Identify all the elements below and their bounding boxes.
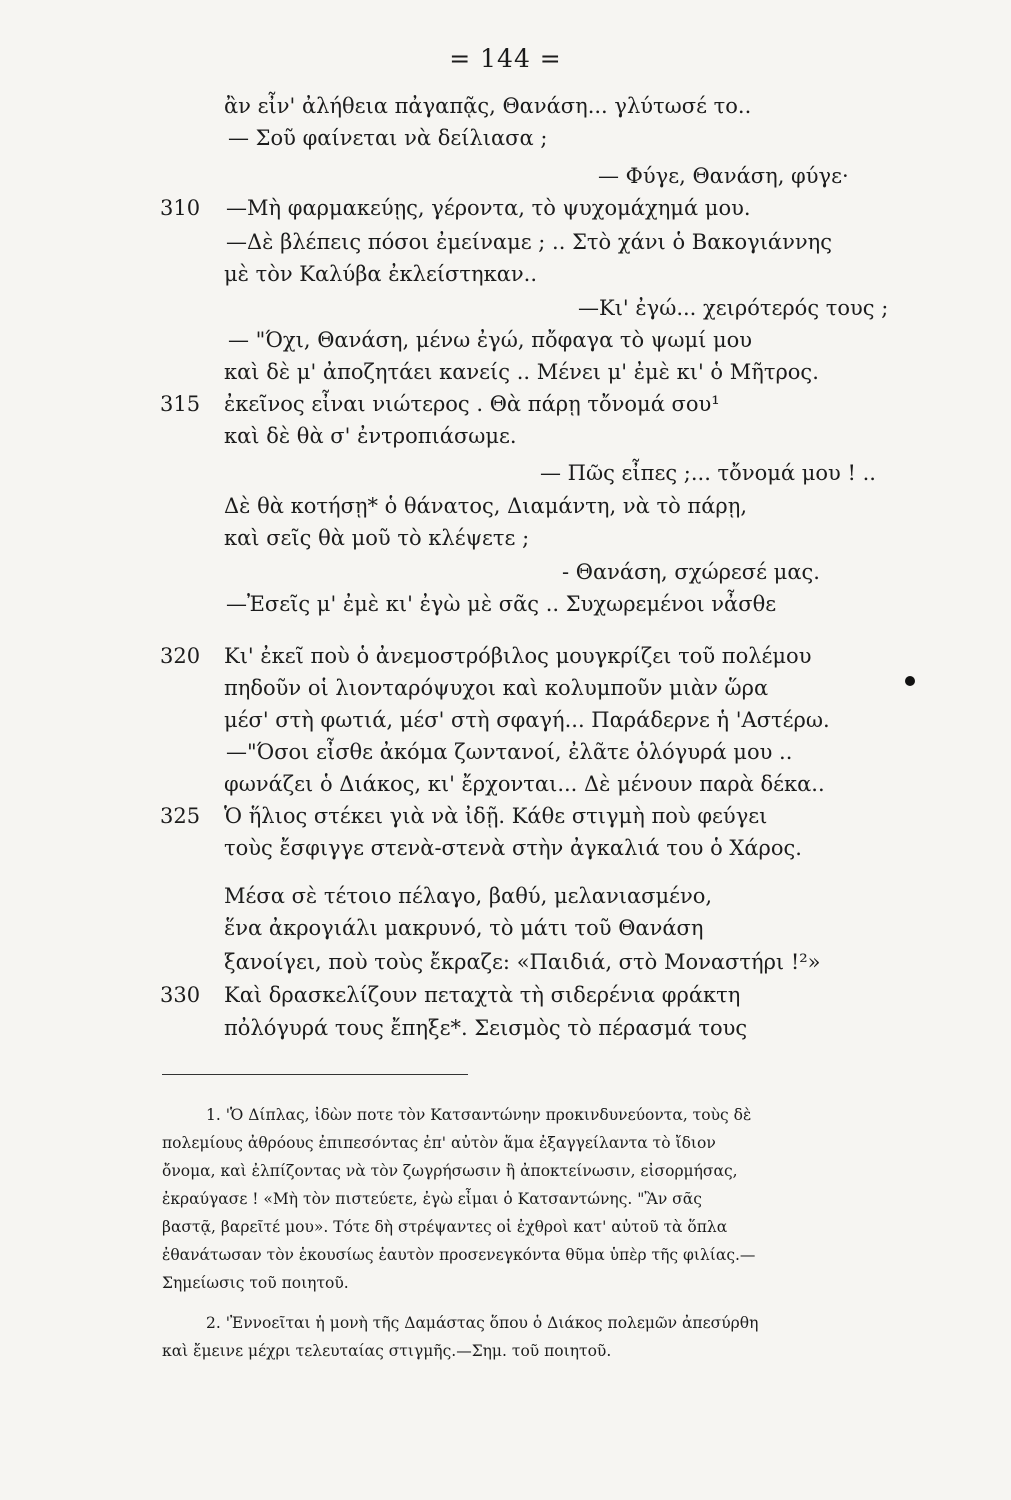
page-number: = 144 = — [449, 44, 562, 73]
poem-line-text: Καὶ δρασκελίζουν πεταχτὰ τὴ σιδερένια φράκτη — [224, 983, 741, 1007]
poem-line-text: —Ἐσεῖς μ' ἐμὲ κι' ἐγὼ μὲ σᾶς .. Συχωρεμένοι νἆσθε — [226, 592, 777, 616]
poem-line-text: - Θανάση, σχώρεσέ μας. — [562, 560, 820, 584]
poem-line-text: μὲ τὸν Καλύβα ἐκλείστηκαν.. — [224, 262, 538, 286]
poem-line-text: πὀλόγυρά τους ἔπηξε*. Σεισμὸς τὸ πέρασμά τους — [224, 1016, 748, 1040]
poem-line-text: ἕνα ἀκρογιάλι μακρυνό, τὸ μάτι τοῦ Θανάση — [224, 916, 704, 940]
poem-line-text: καὶ σεῖς θὰ μοῦ τὸ κλέψετε ; — [224, 526, 530, 550]
poem-line — [0, 357, 1011, 387]
poem-line — [0, 833, 1011, 863]
poem-line — [0, 523, 1011, 553]
footnote-text: Σημείωσις τοῦ ποιητοῦ. — [162, 1274, 349, 1292]
poem-line — [0, 421, 1011, 451]
poem-line-text: Κι' ἐκεῖ ποὺ ὁ ἀνεμοστρόβιλος μουγκρίζει τοῦ πολέμου — [224, 644, 812, 668]
poem-line-text: Δὲ θὰ κοτήσῃ* ὁ θάνατος, Διαμάντη, νὰ τὸ πάρῃ, — [224, 494, 748, 518]
poem-line-text: —"Όσοι εἶσθε ἀκόμα ζωντανοί, ἐλᾶτε ὁλόγυρά μου .. — [226, 740, 793, 764]
footnote-line — [162, 1339, 932, 1363]
poem-line — [0, 458, 1011, 488]
poem-line — [0, 491, 1011, 521]
footnote-text: 1. 'Ὁ Δίπλας, ἰδὼν ποτε τὸν Κατσαντώνην προκινδυνεύοντα, τοὺς δὲ — [206, 1106, 752, 1124]
footnote-text: πολεμίους ἀθρόους ἐπιπεσόντας ἐπ' αὐτὸν ἅμα ἐξαγγείλαντα τὸ ἴδιον — [162, 1134, 716, 1152]
poem-line — [0, 947, 1011, 977]
poem-line — [0, 259, 1011, 289]
poem-line-text: ἐκεῖνος εἶναι νιώτερος . Θὰ πάρῃ τὄνομά σου¹ — [224, 392, 720, 416]
footnote-line — [162, 1243, 932, 1267]
poem-line-text: πηδοῦν οἱ λιονταρόψυχοι καὶ κολυμποῦν μιὰν ὥρα — [224, 676, 769, 700]
footnote-text: καὶ ἔμεινε μέχρι τελευταίας στιγμῆς.—Σημ. τοῦ ποιητοῦ. — [162, 1342, 612, 1360]
poem-line-text: ξανοίγει, ποὺ τοὺς ἔκραζε: «Παιδιά, στὸ Μοναστήρι !²» — [224, 950, 821, 974]
footnote-line — [162, 1215, 932, 1239]
poem-line — [0, 325, 1011, 355]
poem-line — [0, 91, 1011, 121]
footnote-text: ἐθανάτωσαν τὸν ἑκουσίως ἑαυτὸν προσενεγκόντα θῦμα ὑπὲρ τῆς φιλίας.— — [162, 1246, 756, 1264]
poem-line-text: — "Όχι, Θανάση, μένω ἐγώ, πὄφαγα τὸ ψωμί μου — [228, 328, 753, 352]
poem-line-text: καὶ δὲ μ' ἀποζητάει κανείς .. Μένει μ' ἐμὲ κι' ὁ Μῆτρος. — [224, 360, 819, 384]
line-number: 310 — [160, 196, 201, 220]
footnote-line — [162, 1103, 932, 1127]
poem-line — [0, 293, 1011, 323]
footnote-text: ἐκραύγασε ! «Μὴ τὸν πιστεύετε, ἐγὼ εἶμαι ὁ Κατσαντώνης. "Ἂν σᾶς — [162, 1190, 702, 1208]
poem-line-text: —Κι' ἐγώ... χειρότερός τους ; — [578, 296, 889, 320]
poem-line — [0, 161, 1011, 191]
poem-line — [0, 227, 1011, 257]
poem-line — [0, 801, 1011, 831]
footnote-text: ὄνομα, καὶ ἐλπίζοντας νὰ τὸν ζωγρήσωσιν ἢ ἀποκτείνωσιν, εἰσορμήσας, — [162, 1162, 738, 1180]
poem-line-text: τοὺς ἔσφιγγε στενὰ-στενὰ στὴν ἀγκαλιά του ὁ Χάρος. — [224, 836, 802, 860]
footnote-text: 2. 'Ἐννοεῖται ἡ μονὴ τῆς Δαμάστας ὅπου ὁ Διάκος πολεμῶν ἀπεσύρθη — [206, 1314, 759, 1332]
poem-line — [0, 589, 1011, 619]
poem-line-text: καὶ δὲ θὰ σ' ἐντροπιάσωμε. — [224, 424, 517, 448]
poem-line — [0, 641, 1011, 671]
poem-line-text: —Μὴ φαρμακεύῃς, γέροντα, τὸ ψυχομάχημά μου. — [226, 196, 751, 220]
ink-dot — [905, 676, 915, 686]
footnote-line — [162, 1271, 932, 1295]
poem-line — [0, 705, 1011, 735]
poem-line — [0, 881, 1011, 911]
poem-line-text: Ὁ ἥλιος στέκει γιὰ νὰ ἰδῇ. Κάθε στιγμὴ ποὺ φεύγει — [224, 804, 768, 828]
poem-line — [0, 193, 1011, 223]
footnote-divider — [162, 1074, 468, 1075]
poem-line-text: — Πῶς εἶπες ;... τὄνομά μου ! .. — [540, 461, 876, 485]
footnote-line — [162, 1311, 932, 1335]
poem-line-text: φωνάζει ὁ Διάκος, κι' ἔρχονται... Δὲ μένουν παρὰ δέκα.. — [224, 772, 825, 796]
footnote-text: βαστᾷ, βαρεῖτέ μου». Τότε δὴ στρέψαντες οἱ ἐχθροὶ κατ' αὐτοῦ τὰ ὅπλα — [162, 1218, 728, 1236]
poem-line — [0, 737, 1011, 767]
poem-line — [0, 389, 1011, 419]
footnote-line — [162, 1159, 932, 1183]
line-number: 325 — [160, 804, 201, 828]
poem-line — [0, 673, 1011, 703]
line-number: 315 — [160, 392, 201, 416]
poem-line — [0, 913, 1011, 943]
poem-line — [0, 1013, 1011, 1043]
poem-line-text: — Φύγε, Θανάση, φύγε· — [598, 164, 849, 188]
poem-line — [0, 769, 1011, 799]
poem-line-text: —Δὲ βλέπεις πόσοι ἐμείναμε ; .. Στὸ χάνι ὁ Βακογιάννης — [226, 230, 832, 254]
poem-line-text: ἂν εἶν' ἀλήθεια πἀγαπᾷς, Θανάση... γλύτωσέ το.. — [224, 94, 752, 118]
footnote-line — [162, 1131, 932, 1155]
footnote-line — [162, 1187, 932, 1211]
poem-line-text: Μέσα σὲ τέτοιο πέλαγο, βαθύ, μελανιασμένο, — [224, 884, 713, 908]
line-number: 330 — [160, 983, 201, 1007]
line-number: 320 — [160, 644, 201, 668]
poem-line-text: μέσ' στὴ φωτιά, μέσ' στὴ σφαγή... Παράδερνε ἡ 'Αστέρω. — [224, 708, 830, 732]
poem-line-text: — Σοῦ φαίνεται νὰ δείλιασα ; — [228, 126, 548, 150]
poem-line — [0, 980, 1011, 1010]
poem-line — [0, 557, 1011, 587]
poem-line — [0, 123, 1011, 153]
